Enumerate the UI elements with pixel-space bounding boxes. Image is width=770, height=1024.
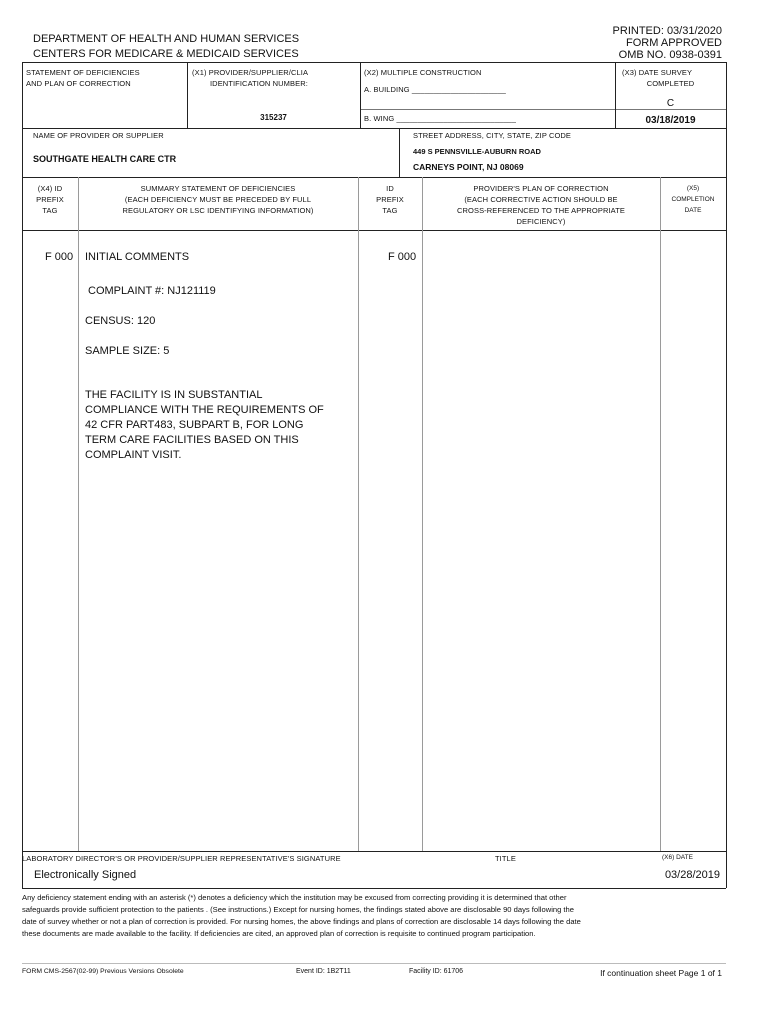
prefix-column-border [78,177,79,851]
printed-date: PRINTED: 03/31/2020 [612,25,722,37]
x3-label-2: COMPLETED [646,79,695,88]
agency-name: CENTERS FOR MEDICARE & MEDICAID SERVICES [33,48,299,60]
statement-label: STATEMENT OF DEFICIENCIES [26,68,140,77]
id-column-border [422,177,423,851]
signature-value: Electronically Signed [34,869,137,881]
disclaimer: Any deficiency statement ending with an asterisk (*) denotes a deficiency which the institution may be excused from correcting providing it is determined that other safeguards provide sufficient protection to the patients . (See instructions.) Except for nursing homes, the findings stated above are disclosable 90 days following the date of survey whether or not a plan of correction is provided. For nursing homes, the above findings and plans of correction are disclosable 14 days following the date these documents are made available to the facility. If deficiencies are cited, an approved plan of correction is requisite to continued program participation. [22,893,581,938]
page-indicator: If continuation sheet Page 1 of 1 [600,968,722,978]
top-box-bottom-border [22,128,726,129]
provider-id-number: 315237 [260,113,287,122]
x2-divider [360,109,615,110]
provider-name-label: NAME OF PROVIDER OR SUPPLIER [33,131,164,140]
summary-header: SUMMARY STATEMENT OF DEFICIENCIES (EACH DEFICIENCY MUST BE PRECEDED BY FULL REGULATORY OR LSC IDENTIFYING INFORMATION) [122,184,314,215]
x5-header: (X5) COMPLETION DATE [671,185,715,214]
table-bottom-border [22,851,726,852]
x2-building: A. BUILDING ______________________ [364,85,506,94]
facility-id: Facility ID: 61706 [409,968,464,975]
x1-label-2: IDENTIFICATION NUMBER: [210,79,308,88]
plan-column-border [660,177,661,851]
address-left-border [399,128,400,177]
address-label: STREET ADDRESS, CITY, STATE, ZIP CODE [413,131,572,140]
omb-number: OMB NO. 0938-0391 [618,49,722,61]
entry-title: INITIAL COMMENTS [85,251,190,263]
provider-row-bottom-border [22,177,726,178]
provider-name: SOUTHGATE HEALTH CARE CTR [33,154,177,164]
plan-header: PROVIDER'S PLAN OF CORRECTION (EACH CORRECTIVE ACTION SHOULD BE CROSS-REFERENCED TO THE APPROPRIATE DEFICIENCY) [457,184,625,226]
x3-code: C [666,98,675,109]
id-header: ID PREFIX TAG [376,184,404,215]
census: CENSUS: 120 [85,315,156,327]
x4-header: (X4) ID PREFIX TAG [36,184,64,215]
x2-left-border [360,62,361,128]
x2-label: (X2) MULTIPLE CONSTRUCTION [364,68,482,77]
column-header-bottom-border [22,230,726,231]
complaint-number: COMPLAINT #: NJ121119 [88,285,216,297]
department-name: DEPARTMENT OF HEALTH AND HUMAN SERVICES [33,33,300,45]
signature-label: LABORATORY DIRECTOR'S OR PROVIDER/SUPPLIER REPRESENTATIVE'S SIGNATURE [22,854,341,863]
top-box-top-border [22,62,726,63]
date-label: (X6) DATE [662,854,693,861]
street-address: 449 S PENNSVILLE-AUBURN ROAD [413,147,541,156]
x3-label: (X3) DATE SURVEY [622,68,693,77]
signature-bottom-border [22,888,726,889]
summary-column-border [358,177,359,851]
tag-prefix-left: F 000 [45,251,74,263]
title-label: TITLE [495,854,516,863]
x2-wing: B. WING ____________________________ [364,114,517,123]
x1-label: (X1) PROVIDER/SUPPLIER/CLIA [192,68,309,77]
form-approved: FORM APPROVED [626,37,722,49]
signature-date: 03/28/2019 [664,869,720,881]
form-number: FORM CMS-2567(02-99) Previous Versions Obsolete [22,968,184,975]
footer-rule [22,963,726,964]
event-id: Event ID: 1B2T11 [296,968,351,975]
tag-prefix-right: F 000 [388,251,417,263]
survey-date: 03/18/2019 [645,115,696,126]
right-border [726,62,727,888]
x3-divider [615,109,726,110]
city-state-zip: CARNEYS POINT, NJ 08069 [413,162,524,172]
statement-label-2: AND PLAN OF CORRECTION [26,79,131,88]
sample-size: SAMPLE SIZE: 5 [85,345,170,357]
compliance-paragraph: THE FACILITY IS IN SUBSTANTIAL COMPLIANCE WITH THE REQUIREMENTS OF 42 CFR PART483, SUBPART B, FOR LONG TERM CARE FACILITIES BASED ON THIS COMPLAINT VISIT. [85,389,324,461]
